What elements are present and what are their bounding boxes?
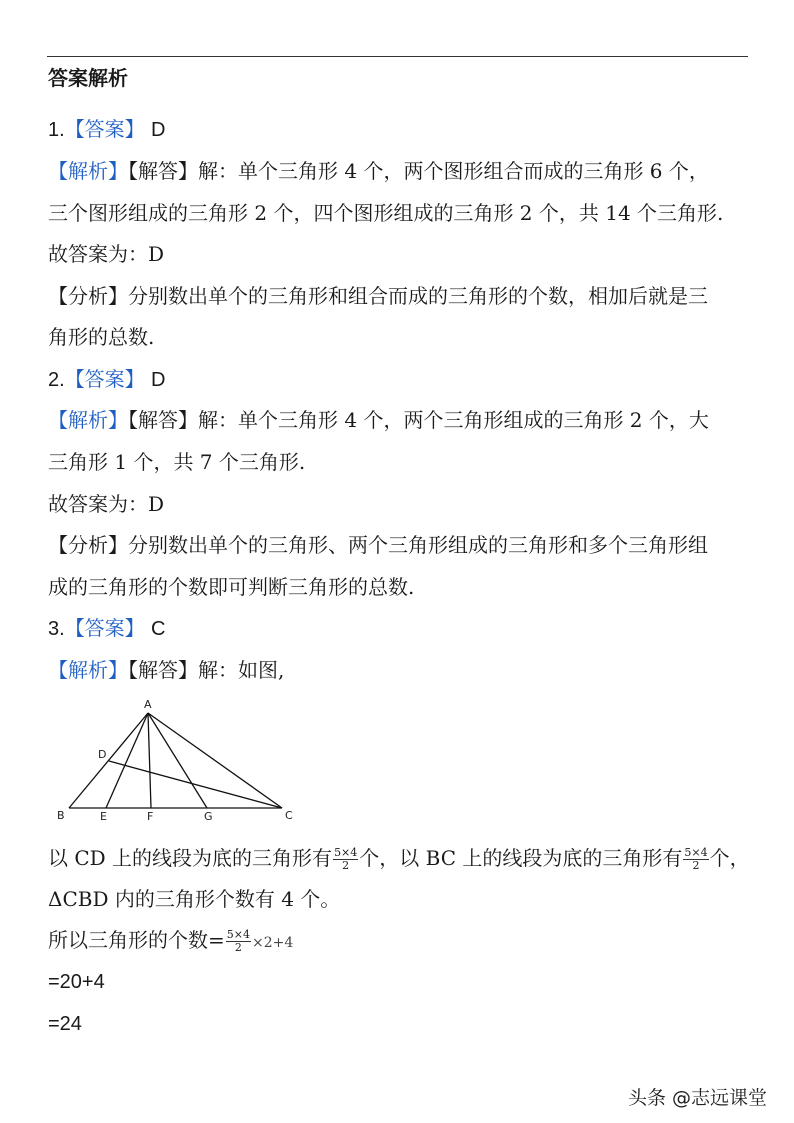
q3-solve-text1: 【解答】解：如图, [128,658,285,682]
q1-answer-tag: 【答案】 [64,117,145,141]
q3-line-c [48,927,293,956]
watermark: 头条 @志远课堂 [628,1087,768,1109]
q1-answer-value: D [151,119,166,141]
q3-number: 3. [48,618,65,640]
q2-answer-tag: 【答案】 [64,367,145,391]
label-f: F [147,810,154,823]
triangle-figure [52,695,302,825]
segment-ag [148,713,207,808]
q3-line-d: =20+4 [48,971,105,993]
q1-fenxi-line1: 【分析】分别数出单个的三角形和组合而成的三角形的个数，相加后就是三 [48,284,708,308]
fraction [683,847,708,872]
label-b: B [57,809,65,822]
q2-solve-line1 [48,407,709,433]
q3-line-b: ΔCBD 内的三角形个数有 4 个。 [48,887,341,911]
side-ac [148,713,282,808]
q3-line-a-part1: 以 CD 上的线段为底的三角形有 [48,846,333,870]
label-a: A [144,698,152,711]
q2-fenxi-line2: 成的三角形的个数即可判断三角形的总数. [48,575,415,599]
q2-fenxi-line1: 【分析】分别数出单个的三角形、两个三角形组成的三角形和多个三角形组 [48,533,708,557]
fraction-numerator: 5×4 [684,846,708,859]
q2-solve-text1: 【解答】解：单个三角形 4 个，两个三角形组成的三角形 2 个，大 [128,408,709,432]
segment-ae [106,713,148,808]
q3-line-e: =24 [48,1013,82,1035]
q1-conclusion: 故答案为：D [48,242,165,266]
q1-number: 1. [48,119,65,141]
fraction-denominator: 2 [692,859,700,872]
label-d: D [98,748,107,761]
q3-answer-line [48,615,166,642]
label-e: E [100,810,107,823]
q3-answer-value: C [151,618,166,640]
page-title: 答案解析 [48,66,128,90]
fraction-numerator: 5×4 [226,928,250,941]
fraction [333,847,358,872]
q3-line-a-part3: 个， [709,846,750,870]
fraction-denominator: 2 [234,941,242,954]
segment-dc [109,761,282,808]
fraction [226,929,251,954]
label-g: G [204,810,213,823]
q1-fenxi-line2: 角形的总数. [48,325,155,349]
q3-line-c-text: 所以三角形的个数= [48,928,225,952]
q1-analysis-tag: 【解析】 [48,159,128,183]
fraction-denominator: 2 [342,859,350,872]
label-c: C [285,809,293,822]
q3-solve-line1 [48,657,284,683]
q3-line-c-tail: ×2+4 [251,935,294,951]
q3-line-a-part2: 个，以 BC 上的线段为底的三角形有 [359,846,683,870]
q2-number: 2. [48,369,65,391]
q3-answer-tag: 【答案】 [64,616,145,640]
q2-conclusion: 故答案为：D [48,492,165,516]
top-rule [47,56,748,57]
q1-solve-line2: 三个图形组成的三角形 2 个，四个图形组成的三角形 2 个，共 14 个三角形. [48,201,724,225]
fraction-numerator: 5×4 [334,846,358,859]
q2-answer-value: D [151,369,166,391]
q1-solve-text1: 【解答】解：单个三角形 4 个，两个图形组合而成的三角形 6 个， [128,159,709,183]
q1-answer-line [48,116,166,143]
q2-analysis-tag: 【解析】 [48,408,128,432]
q1-solve-line1 [48,158,709,184]
q3-analysis-tag: 【解析】 [48,658,128,682]
side-ab [69,713,148,808]
q2-solve-line2: 三角形 1 个，共 7 个三角形. [48,450,306,474]
q3-line-a [48,845,750,872]
segment-af [148,713,151,808]
q2-answer-line [48,366,166,393]
